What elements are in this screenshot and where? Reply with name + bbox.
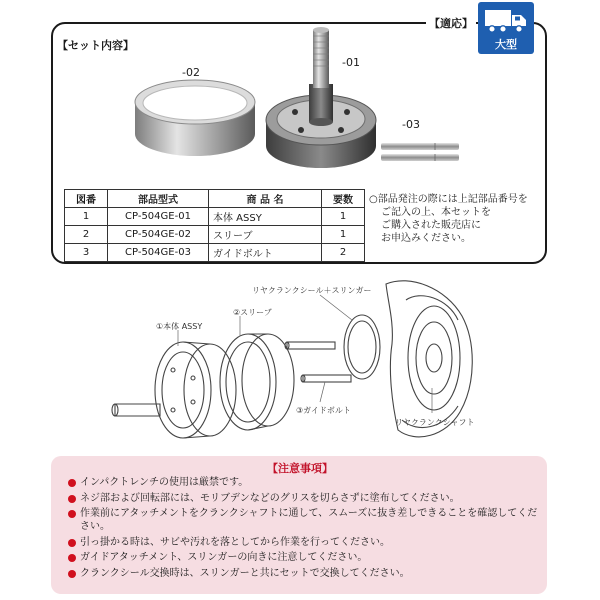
table-header-cell: 部品型式: [108, 190, 209, 208]
order-note-line: ○部品発注の際には上記部品番号を: [369, 194, 528, 205]
diagram-label-crankshaft: リヤクランクシャフト: [395, 418, 475, 427]
diagram-label-guide-bolt: ③ガイドボルト: [296, 406, 351, 415]
diagram-label-seal-slinger: リヤクランクシール＋スリンガー: [252, 286, 372, 295]
caution-item: 引っ掛かる時は、サビや汚れを落としてから作業を行ってください。: [68, 536, 538, 549]
table-cell: CP-504GE-01: [108, 208, 209, 226]
table-cell: 1: [65, 208, 108, 226]
table-cell: 3: [65, 244, 108, 262]
set-contents-title: 【セット内容】: [57, 39, 134, 52]
table-cell: 2: [322, 244, 365, 262]
caution-list: [68, 476, 538, 582]
caution-item: ガイドアタッチメント、スリンガーの向きに注意してください。: [68, 551, 538, 564]
order-note-line: お申込みください。: [381, 233, 471, 244]
part-code-02: -02: [182, 66, 200, 79]
caution-item: 作業前にアタッチメントをクランクシャフトに通して、スムーズに抜き差しできることを確認してください。: [68, 507, 538, 533]
body-assy-photo: [266, 27, 376, 168]
parts-table: [64, 189, 365, 262]
part-code-01: -01: [342, 56, 360, 69]
table-cell: 1: [322, 226, 365, 244]
caution-item: クランクシール交換時は、スリンガーと共にセットで交換してください。: [68, 567, 538, 580]
table-header-cell: 商 品 名: [209, 190, 322, 208]
table-header-row: [65, 190, 365, 208]
guide-bolt-drawing: [285, 342, 351, 382]
seal-slinger-drawing: [344, 315, 380, 379]
guide-bolts-photo: [381, 143, 459, 161]
caution-item: インパクトレンチの使用は厳禁です。: [68, 476, 538, 489]
table-cell: CP-504GE-03: [108, 244, 209, 262]
caution-item: ネジ部および回転部には、モリブデンなどのグリスを切らさずに塗布してください。: [68, 492, 538, 505]
order-note: [369, 193, 549, 245]
assembly-diagram: [0, 270, 600, 452]
part-code-03: -03: [402, 118, 420, 131]
table-header-cell: 図番: [65, 190, 108, 208]
caution-title: 【注意事項】: [267, 462, 333, 475]
crankshaft-drawing: [386, 281, 472, 437]
table-row: [65, 244, 365, 262]
product-photo: [55, 24, 545, 184]
diagram-label-body-assy: ①本体 ASSY: [156, 322, 203, 331]
table-cell: 1: [322, 208, 365, 226]
table-cell: 本体 ASSY: [209, 208, 322, 226]
truck-size-label: 大型: [495, 38, 517, 51]
table-cell: スリーブ: [209, 226, 322, 244]
body-assy-drawing: [112, 342, 236, 438]
order-note-line: ご記入の上、本セットを: [381, 207, 491, 218]
table-cell: CP-504GE-02: [108, 226, 209, 244]
table-header-cell: 要数: [322, 190, 365, 208]
applicable-label: 【適応】: [426, 15, 476, 31]
order-note-line: ご購入された販売店に: [381, 220, 481, 231]
table-row: [65, 226, 365, 244]
table-row: [65, 208, 365, 226]
diagram-label-sleeve: ②スリーブ: [233, 308, 272, 317]
table-cell: 2: [65, 226, 108, 244]
table-cell: ガイドボルト: [209, 244, 322, 262]
sleeve-photo: [135, 80, 255, 156]
